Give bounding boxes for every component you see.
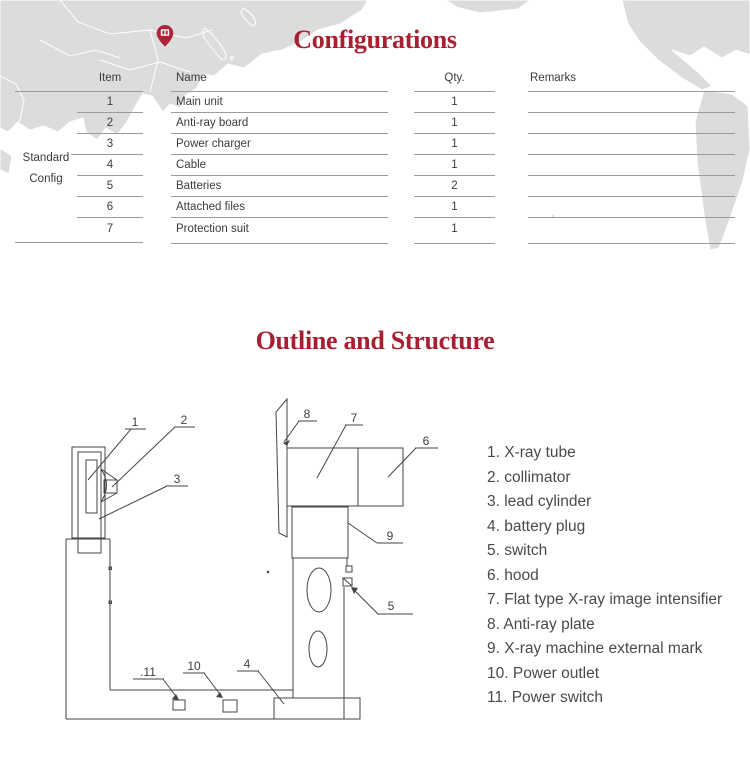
- item-cell: 6: [77, 197, 143, 218]
- callout-10: 10: [187, 659, 201, 673]
- remarks-cell: [528, 113, 735, 134]
- group-label-line1: Standard: [22, 152, 70, 164]
- section-title-outline: Outline and Structure: [255, 326, 495, 355]
- parts-legend: [487, 441, 722, 711]
- qty-cell: 1: [414, 113, 495, 134]
- item-cell: 3: [77, 134, 143, 155]
- remarks-cell: [528, 176, 735, 197]
- legend-item: 5. switch: [487, 542, 548, 559]
- legend-item: 11. Power switch: [487, 689, 604, 706]
- remarks-cell: [528, 218, 735, 244]
- item-cell: 4: [77, 155, 143, 176]
- qty-cell: 1: [414, 218, 495, 244]
- callout-1: 1: [131, 415, 139, 429]
- item-cell: 2: [77, 113, 143, 134]
- callout-6: 6: [422, 434, 430, 448]
- name-cell: Cable: [171, 155, 388, 176]
- item-column: [77, 92, 143, 244]
- callout-3: 3: [173, 472, 181, 486]
- remarks-cell: [528, 197, 735, 218]
- name-cell: Protection suit: [171, 218, 388, 244]
- machine-outline: [66, 399, 438, 719]
- legend-item: 10. Power outlet: [487, 664, 600, 682]
- group-label-line2: Config: [29, 173, 63, 185]
- callout-8: 8: [303, 407, 311, 421]
- remarks-cell: [528, 155, 735, 176]
- qty-cell: 1: [414, 197, 495, 218]
- name-cell: Attached files: [171, 197, 388, 218]
- standard-config-group: [15, 91, 143, 243]
- section-title-configurations: Configurations: [293, 25, 457, 54]
- legend-item: 8. Anti-ray plate: [487, 615, 595, 633]
- column-header-name: Name: [176, 72, 207, 84]
- callout-5: 5: [387, 599, 395, 613]
- remarks-column: [528, 91, 735, 244]
- name-cell: Main unit: [171, 92, 388, 113]
- legend-item: 6. hood: [487, 566, 539, 584]
- name-cell: Anti-ray board: [171, 113, 388, 134]
- legend-item: 9. X-ray machine external mark: [487, 640, 703, 657]
- column-header-item: Item: [98, 72, 122, 84]
- name-cell: Power charger: [171, 134, 388, 155]
- remarks-cell: [528, 134, 735, 155]
- name-column: [171, 91, 388, 244]
- callout-2: 2: [180, 413, 188, 427]
- group-label: [15, 148, 77, 190]
- callout-9: 9: [386, 529, 394, 543]
- legend-item: 7. Flat type X-ray image intensifier: [487, 591, 723, 608]
- xray-machine-diagram: [40, 390, 480, 735]
- callout-11: .11: [140, 665, 156, 679]
- column-header-qty: Qty.: [444, 72, 465, 84]
- legend-item: 2. collimator: [487, 468, 571, 486]
- legend-item: 1. X-ray tube: [487, 444, 576, 461]
- callout-4: 4: [243, 657, 251, 671]
- legend-item: 3. lead cylinder: [487, 493, 592, 510]
- callout-7: 7: [350, 411, 358, 425]
- name-cell: Batteries: [171, 176, 388, 197]
- item-cell: 1: [77, 92, 143, 113]
- qty-cell: 1: [414, 92, 495, 113]
- qty-cell: 1: [414, 134, 495, 155]
- qty-cell: 2: [414, 176, 495, 197]
- remarks-cell: [528, 92, 735, 113]
- item-cell: 5: [77, 176, 143, 197]
- qty-cell: 1: [414, 155, 495, 176]
- item-cell: 7: [106, 223, 114, 235]
- column-header-remarks: Remarks: [530, 72, 577, 84]
- legend-item: 4. battery plug: [487, 517, 586, 535]
- qty-column: [414, 91, 495, 244]
